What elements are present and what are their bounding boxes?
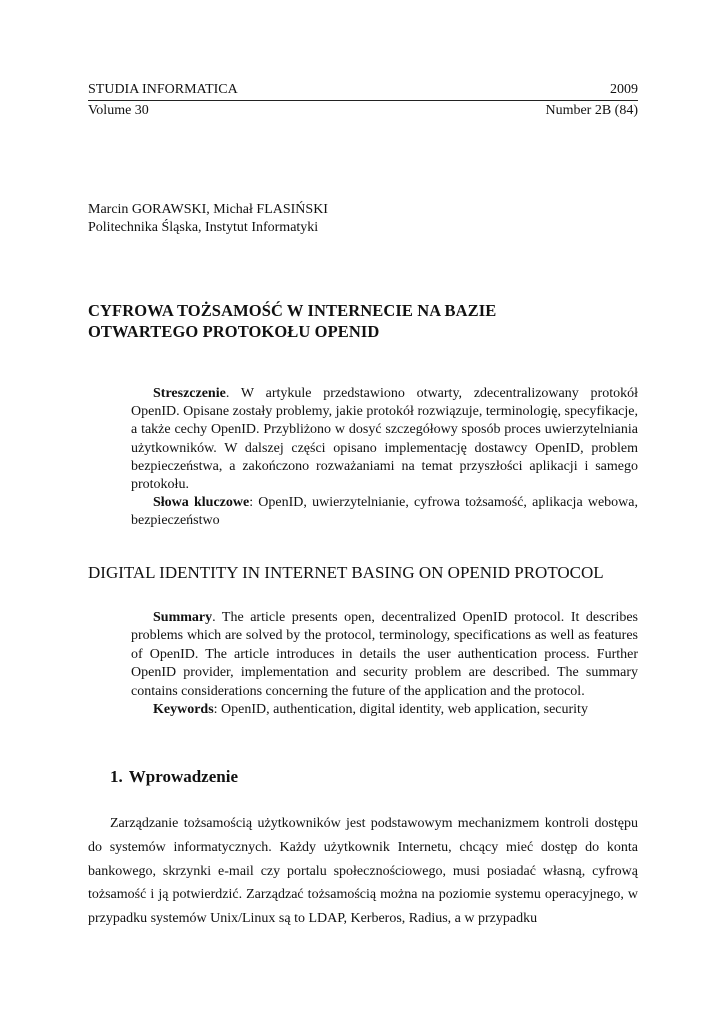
journal-year: 2009: [610, 82, 638, 97]
keywords-polish-text: : OpenID, uwierzytelnianie, cyfrowa tożsamość, aplikacja webowa, bezpieczeństwo: [131, 495, 638, 529]
section-title: Wprowadzenie: [128, 767, 238, 786]
keywords-english-label: Keywords: [153, 702, 214, 718]
abstract-english-paragraph: [131, 609, 638, 701]
title-polish: [88, 300, 638, 342]
abstract-english: [131, 609, 638, 719]
abstract-english-label: Summary: [153, 610, 213, 625]
authors-block: [88, 201, 328, 237]
abstract-english-text: . The article presents open, decentralized OpenID protocol. It describes problems which are solved by the protocol, terminology, specifications as well as features of OpenID. The article introduces in details the user authentication process. Further OpenID provider, implementation and security problem are described. The summary contains considerations concerning the future of the application and the protocol.: [131, 610, 638, 699]
title-polish-line-2: OTWARTEGO PROTOKOŁU OPENID: [88, 322, 380, 341]
journal-volume: Volume 30: [88, 103, 149, 118]
keywords-english-text: : OpenID, authentication, digital identity, web application, security: [213, 702, 588, 718]
section-number: 1.: [110, 767, 123, 786]
running-header-top: [88, 82, 638, 98]
body-paragraph: Zarządzanie tożsamością użytkowników jest podstawowym mechanizmem kontroli dostępu do systemów informatycznych. Każdy użytkownik Internetu, chcący mieć dostęp do konta bankowego, skrzynki e-mail czy portalu społecznościowego, musi posiadać własną, cyfrową tożsamość i ją potwierdzić. Zarządzać tożsamością można na poziomie systemu operacyjnego, w przypadku systemów Unix/Linux są to LDAP, Kerberos, Radius, a w przypadku: [88, 816, 638, 927]
abstract-polish-paragraph: [131, 385, 638, 494]
keywords-polish-label: Słowa kluczowe: [153, 495, 250, 511]
title-english: DIGITAL IDENTITY IN INTERNET BASING ON OPENID PROTOCOL: [88, 563, 604, 582]
title-polish-line-1: CYFROWA TOŻSAMOŚĆ W INTERNECIE NA BAZIE: [88, 301, 497, 320]
keywords-polish-paragraph: [131, 494, 638, 530]
section-heading: [110, 766, 238, 788]
header-rule: [88, 100, 638, 101]
keywords-english-paragraph: [131, 701, 638, 719]
author-affiliation: Politechnika Śląska, Instytut Informatyki: [88, 220, 319, 235]
journal-number: Number 2B (84): [545, 103, 638, 118]
abstract-polish: [131, 385, 638, 531]
running-header-bottom: [88, 103, 638, 119]
abstract-polish-label: Streszczenie: [153, 386, 226, 401]
journal-name: STUDIA INFORMATICA: [88, 82, 238, 97]
author-names: Marcin GORAWSKI, Michał FLASIŃSKI: [88, 202, 328, 217]
paper-page: [88, 0, 638, 1024]
abstract-polish-text: . W artykule przedstawiono otwarty, zdecentralizowany protokół OpenID. Opisane zostały problemy, jakie protokół rozwiązuje, terminologię, specyfikacje, a także cechy OpenID. Przybliżono w dosyć szczegółowy sposób proces uwierzytelniania użytkowników. W dalszej części opisano implementację dostawcy OpenID, problem bezpieczeństwa, a zakończono rozważaniami na temat przyszłości aplikacji i samego protokołu.: [131, 386, 638, 493]
